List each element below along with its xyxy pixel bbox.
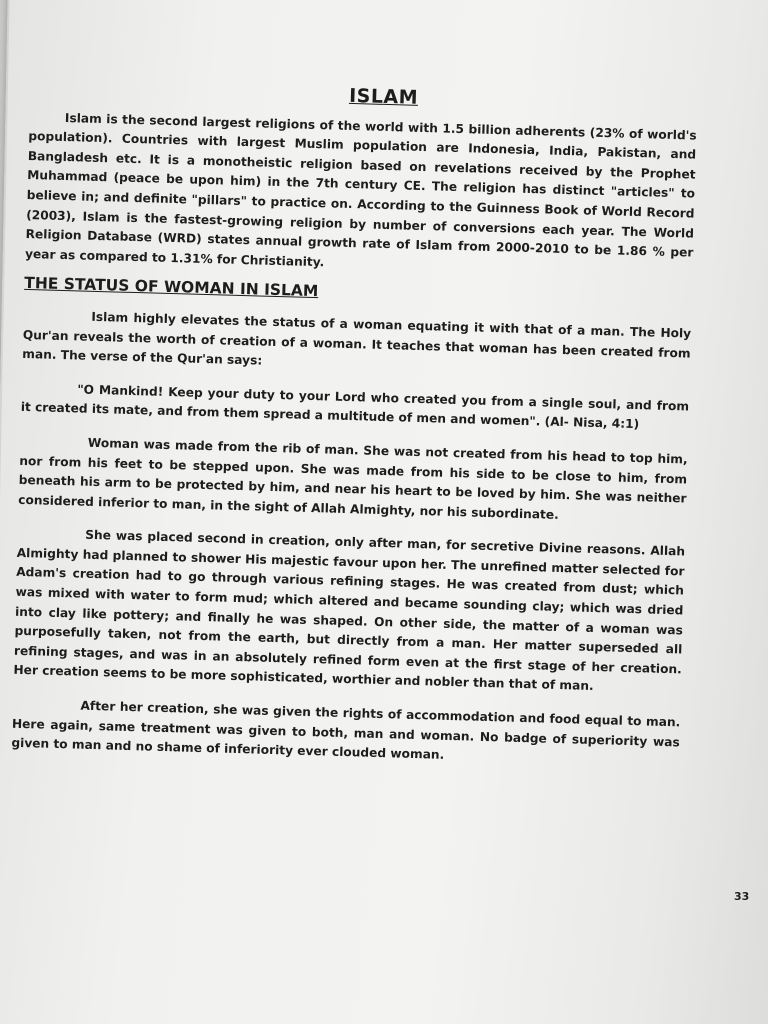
paragraph-rib: Woman was made from the rib of man. She was not created from his head to top him, nor from his feet to be stepped upon. She was made from his side to be close to him, from beneath his arm to be protected by him, and near his heart to be loved by him. She was neither considered inferior to man, in the sight of Allah Almighty, nor his subordinate. bbox=[18, 435, 688, 522]
paragraph-rights: After her creation, she was given the rights of accommodation and food equal to man. Here again, same treatment was given to both, man and woman. No badge of superiority was given to man and no shame of inferiority ever clouded woman. bbox=[11, 698, 681, 763]
quran-quote: "O Mankind! Keep your duty to your Lord who created you from a single soul, and from it created its mate, and from them spread a multitude of men and women". (Al- Nisa, 4:1) bbox=[20, 382, 690, 432]
paragraph-elevates: Islam highly elevates the status of a woman equating it with that of a man. The Holy Qur'an reveals the worth of creation of a woman. It teaches that woman has been created from man. The verse of the Qur'an says: bbox=[22, 309, 692, 368]
intro-paragraph: Islam is the second largest religions of the world with 1.5 billion adherents (23% of world's population). Countries with largest Muslim population are Indonesia, India, Pakistan, and Bangladesh etc. It is a monotheistic religion based on revelations received by the Prophet Muhammad (peace be upon him) in the 7th century CE. The religion has distinct "articles" to believe in; and definite "pillars" to practice on. According to the Guinness Book of World Record (2003), Islam is the fastest-growing religion by number of conversions each year. The World Religion Database (WRD) states annual growth rate of Islam from 2000-2010 to be 1.86 % per year as compared to 1.31% for Christianity. bbox=[24, 110, 697, 270]
paragraph-creation: She was placed second in creation, only after man, for secretive Divine reasons. Allah Almighty had planned to shower His majestic favour upon her. The unrefined matter selected for Adam's creation had to go through various refining stages. He was created from dust; which was mixed with water to form mud; which altered and became sounding clay; which was dried into clay like pottery; and finally he was shaped. On other side, the matter of a woman was purposefully taken, not from the earth, but directly from a man. Her matter superseded all refining stages, and was in an absolutely refined form even at the first stage of her creation. Her creation seems to be more sophisticated, worthier and nobler than that of man. bbox=[13, 528, 686, 694]
section-heading: THE STATUS OF WOMAN IN ISLAM bbox=[24, 274, 319, 301]
document-body bbox=[11, 78, 698, 786]
page-number: 33 bbox=[734, 890, 750, 903]
page-title: ISLAM bbox=[348, 84, 419, 109]
